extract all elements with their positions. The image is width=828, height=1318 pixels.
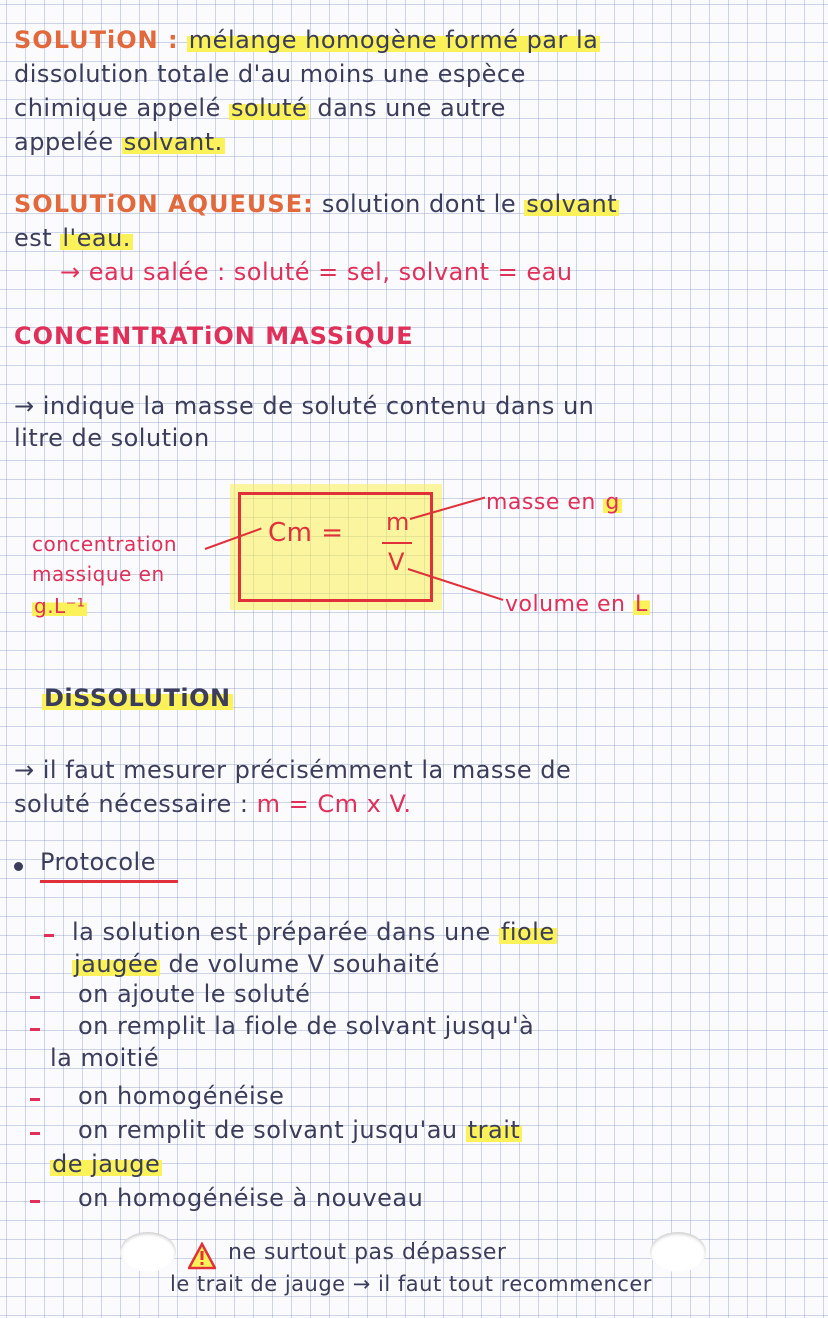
dash-marker (30, 996, 40, 999)
dash-marker (30, 1028, 40, 1031)
step-1-line-2 (72, 950, 440, 978)
label-masse (486, 490, 622, 515)
text-span: solution dont le (321, 190, 517, 218)
formula-denominator: V (388, 548, 405, 576)
unit-g: g (605, 490, 620, 515)
formula-mass: m = Cm x V. (256, 790, 412, 818)
definition-solution-line-2: dissolution totale d'au moins une espèce (14, 60, 526, 88)
unit-L: L (634, 592, 648, 617)
term-solution-aqueuse: SOLUTiON AQUEUSE: (14, 190, 314, 218)
unit-highlight: g.L⁻¹ (34, 594, 86, 618)
label-concentration: concentration (32, 532, 178, 556)
dash-marker (30, 1200, 40, 1203)
highlight-trait: trait (467, 1116, 521, 1144)
warning-line-1: ne surtout pas dépasser (228, 1240, 507, 1265)
binder-hole (650, 1232, 706, 1272)
dash-marker (30, 1132, 40, 1135)
concentration-desc-1: → indique la masse de soluté contenu dans un (14, 392, 595, 420)
step-2: on ajoute le soluté (78, 980, 311, 1008)
definition-solution-line-4 (14, 128, 225, 156)
label-unit-gL (32, 594, 87, 618)
heading-text: DiSSOLUTiON (44, 684, 231, 712)
warning-icon (188, 1242, 216, 1270)
text-span: est (14, 224, 53, 252)
definition-solution-line-1 (14, 26, 600, 54)
highlight-solvant: solvant (526, 190, 618, 218)
text-span: dans une autre (317, 94, 506, 122)
text-span: chimique appelé (14, 94, 221, 122)
step-5-line-1 (78, 1116, 522, 1144)
text-span: de volume V souhaité (168, 950, 440, 978)
text-span: la solution est préparée dans une (72, 918, 491, 946)
heading-concentration: CONCENTRATiON MASSiQUE (14, 322, 414, 350)
highlight-jaugee: jaugée (74, 950, 159, 978)
text-span: volume en (505, 592, 626, 617)
binder-hole (120, 1232, 176, 1272)
definition-solution-line-3 (14, 94, 506, 122)
step-1-line-1 (72, 918, 557, 946)
concentration-desc-2: litre de solution (14, 424, 210, 452)
dissolution-line-2 (14, 790, 411, 818)
highlight-fiole: fiole (500, 918, 555, 946)
highlight-solvant: solvant. (123, 128, 223, 156)
formula-numerator: m (386, 508, 410, 536)
step-6: on homogénéise à nouveau (78, 1184, 424, 1212)
definition-aqueuse-line-2 (14, 224, 133, 252)
text-span: masse en (486, 490, 596, 515)
title-underline (40, 880, 178, 883)
highlight-eau: l'eau. (62, 224, 131, 252)
example-eau-salee: → eau salée : soluté = sel, solvant = eau (60, 258, 573, 286)
term-solution: SOLUTiON : (14, 26, 179, 54)
fraction-bar (382, 542, 412, 544)
definition-aqueuse-line-1 (14, 190, 619, 218)
formula-cm: Cm = (268, 518, 344, 548)
bullet-dot (14, 862, 23, 871)
text-span: soluté nécessaire : (14, 790, 249, 818)
text-span: on remplit de solvant jusqu'au (78, 1116, 458, 1144)
protocole-title: Protocole (40, 848, 156, 876)
step-3-line-1: on remplit la fiole de solvant jusqu'à (78, 1012, 535, 1040)
text-span: appelée (14, 128, 114, 156)
dash-marker (44, 934, 54, 937)
highlight-jauge: de jauge (52, 1150, 161, 1178)
dash-marker (30, 1098, 40, 1101)
step-5-line-2 (50, 1150, 162, 1178)
heading-dissolution (42, 684, 233, 712)
dissolution-line-1: → il faut mesurer précisémment la masse de (14, 756, 572, 784)
warning-line-2: le trait de jauge → il faut tout recommencer (170, 1272, 652, 1296)
highlight-solute: soluté (230, 94, 308, 122)
label-volume (505, 592, 650, 617)
label-massique: massique en (32, 562, 165, 586)
definition-text: mélange homogène formé par la (188, 26, 599, 54)
step-3-line-2: la moitié (50, 1044, 160, 1072)
step-4: on homogénéise (78, 1082, 285, 1110)
